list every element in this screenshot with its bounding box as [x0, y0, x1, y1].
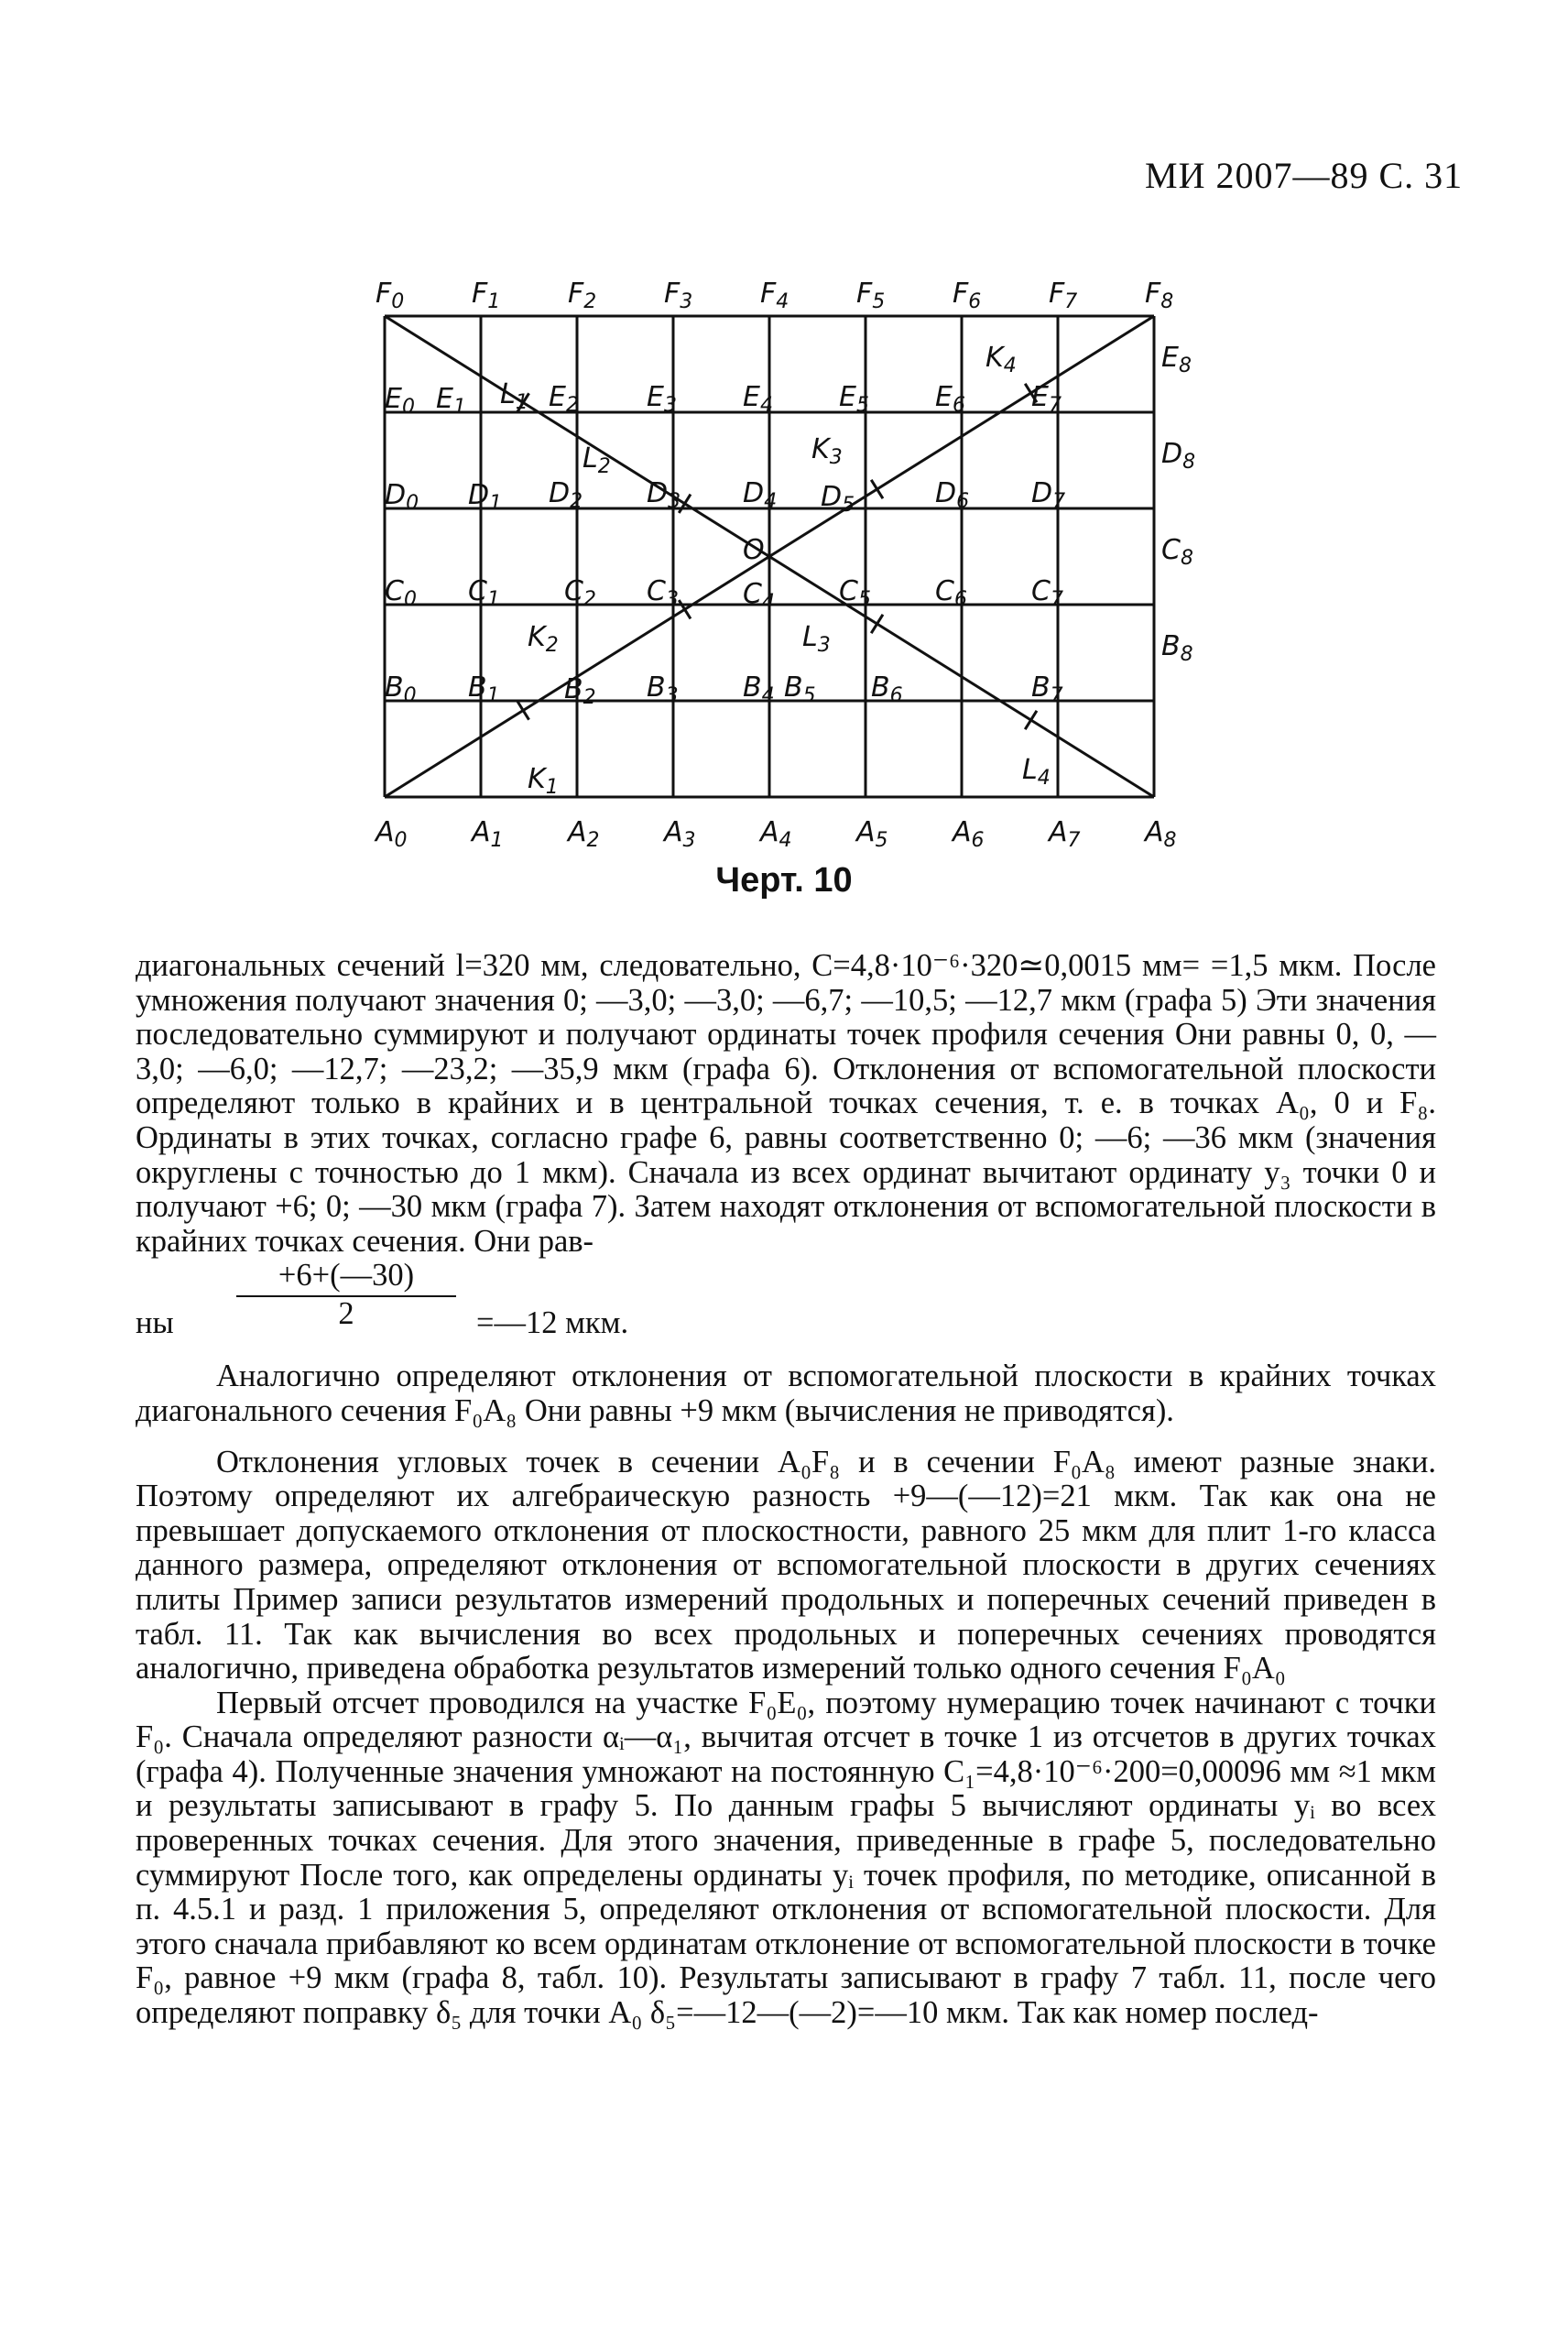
bottom-label-A4: $A_4$	[760, 816, 792, 852]
cell-label-D2: $D_2$	[549, 477, 583, 513]
cell-label-C0: $C_0$	[385, 575, 417, 611]
cell-label-D7: $D_7$	[1031, 477, 1066, 513]
cell-label-O: O	[743, 534, 765, 566]
right-label-E8: $E_8$	[1161, 342, 1192, 377]
top-label-F7: $F_7$	[1049, 278, 1078, 313]
cell-label-B3: $B_3$	[647, 671, 679, 707]
cell-label-L2: $L_2$	[583, 442, 611, 478]
cell-label-K2: $K_2$	[528, 621, 559, 657]
tick-K2	[679, 600, 691, 618]
top-label-F1: $F_1$	[472, 278, 501, 313]
tick-L2	[679, 495, 691, 513]
paragraph-4: Первый отсчет проводился на участке F₀E₀, поэтому нумерацию точек начинают с точки F₀. Сначала определяют разности αᵢ—α₁, вычитая отсчет в точке 1 из отсчетов в других точках (графа 4). Полученные значения умножают на постоянную C₁=4,8·10⁻⁶·200=0,00096 мм ≈1 мкм и результаты записывают в графу 5. По данным графы 5 вычисляют ординаты yᵢ во всех проверенных точках сечения. Для этого значения, приведенные в графе 5, последовательно суммируют После того, как определены ординаты yᵢ точек профиля, по методике, описанной в п. 4.5.1 и разд. 1 приложения 5, определяют отклонения от вспомогательной плоскости. Для этого сначала прибавляют ко всем ординатам отклонение от вспомогательной плоскости в точке F₀, равное +9 мкм (графа 8, табл. 10). Результаты записывают в графу 7 табл. 11, после чего определяют поправку δ₅ для точки A₀ δ₅=—12—(—2)=—10 мкм. Так как номер послед-	[136, 1685, 1436, 2031]
right-label-C8: $C_8$	[1161, 534, 1193, 570]
cell-label-L1: $L_1$	[500, 378, 528, 414]
cell-label-K1: $K_1$	[528, 763, 559, 799]
formula-numerator: +6+(—30)	[236, 1259, 456, 1297]
tick-K1	[517, 701, 529, 719]
cell-label-E5: $E_5$	[839, 381, 869, 417]
cell-label-C6: $C_6$	[935, 575, 967, 611]
cell-label-B4: $B_4$	[743, 671, 775, 707]
body-text	[136, 949, 1436, 2031]
cell-label-E3: $E_3$	[647, 381, 677, 417]
paragraph-3: Отклонения угловых точек в сечении A₀F₈ и в сечении F₀A₈ имеют разные знаки. Поэтому определяют их алгебраическую разность +9—(—12)=21 мкм. Так как она не превышает допускаемого отклонения от плоскостности, равного 25 мкм для плит 1-го класса данного размера, определяют отклонения от вспомогательной плоскости в других сечениях плиты Пример записи результатов измерений продольных и поперечных сечений приведен в табл. 11. Так как вычисления во всех продольных и поперечных сечениях проводятся аналогично, приведена обработка результатов измерений только одного сечения F₀A₀	[136, 1444, 1436, 1686]
tick-L4	[1025, 711, 1037, 729]
right-label-D8: $D_8$	[1161, 438, 1196, 474]
tick-L3	[871, 615, 883, 633]
figure-caption: Черт. 10	[715, 861, 853, 900]
top-label-F5: $F_5$	[856, 278, 886, 313]
top-label-F3: $F_3$	[664, 278, 693, 313]
cell-label-C4: $C_4$	[743, 578, 775, 614]
cell-label-B2: $B_2$	[564, 673, 596, 709]
cell-label-B1: $B_1$	[468, 671, 500, 707]
running-header: МИ 2007—89 С. 31	[1145, 155, 1464, 196]
cell-label-D3: $D_3$	[647, 477, 681, 513]
cell-label-E6: $E_6$	[935, 381, 965, 417]
cell-label-E4: $E_4$	[743, 381, 773, 417]
top-label-F4: $F_4$	[760, 278, 789, 313]
bottom-label-A6: $A_6$	[953, 816, 985, 852]
bottom-label-A3: $A_3$	[664, 816, 696, 852]
cell-label-D6: $D_6$	[935, 477, 970, 513]
cell-label-K4: $K_4$	[985, 342, 1017, 377]
cell-label-E7: $E_7$	[1031, 381, 1062, 417]
right-label-B8: $B_8$	[1161, 630, 1193, 666]
cell-label-D0: $D_0$	[385, 479, 419, 515]
paragraph-2: Аналогично определяют отклонения от вспомогательной плоскости в крайних точках диагонального сечения F₀A₈ Они равны +9 мкм (вычисления не приводятся).	[136, 1359, 1436, 1428]
top-label-F8: $F_8$	[1145, 278, 1174, 313]
cell-label-E2: $E_2$	[549, 381, 579, 417]
cell-label-D1: $D_1$	[468, 479, 503, 515]
bottom-label-A0: $A_0$	[376, 816, 408, 852]
formula-fraction	[236, 1259, 456, 1331]
cell-label-C2: $C_2$	[564, 575, 596, 611]
bottom-label-A2: $A_2$	[568, 816, 600, 852]
top-label-F6: $F_6$	[953, 278, 982, 313]
cell-label-L3: $L_3$	[802, 621, 831, 657]
formula-result: =—12 мкм.	[476, 1305, 629, 1341]
plate-measurement-grid-figure	[348, 266, 1273, 852]
bottom-label-A8: $A_8$	[1145, 816, 1177, 852]
cell-label-B7: $B_7$	[1031, 671, 1063, 707]
cell-label-D4: $D_4$	[743, 477, 778, 513]
cell-label-L4: $L_4$	[1022, 754, 1051, 790]
bottom-label-A5: $A_5$	[856, 816, 888, 852]
top-label-F2: $F_2$	[568, 278, 597, 313]
tick-K3	[871, 480, 883, 498]
top-label-F0: $F_0$	[376, 278, 405, 313]
cell-label-C5: $C_5$	[839, 575, 871, 611]
cell-label-B0: $B_0$	[385, 671, 417, 707]
cell-label-E1: $E_1$	[436, 383, 466, 419]
formula-prefix: ны	[136, 1305, 174, 1341]
formula-denominator: 2	[338, 1295, 354, 1331]
cell-label-C3: $C_3$	[647, 575, 679, 611]
cell-label-D5: $D_5$	[821, 481, 855, 517]
cell-label-K3: $K_3$	[811, 433, 843, 469]
bottom-label-A7: $A_7$	[1049, 816, 1081, 852]
cell-label-B5: $B_5$	[784, 671, 816, 707]
cell-label-B6: $B_6$	[871, 671, 903, 707]
cell-label-C1: $C_1$	[468, 575, 500, 611]
bottom-label-A1: $A_1$	[472, 816, 504, 852]
paragraph-1: диагональных сечений l=320 мм, следовательно, C=4,8·10⁻⁶·320≃0,0015 мм= =1,5 мкм. После умножения получают значения 0; —3,0; —3,0; —6,7; —10,5; —12,7 мкм (графа 5) Эти значения последовательно суммируют и получают ординаты точек профиля сечения Они равны 0, 0, —3,0; —6,0; —12,7; —23,2; —35,9 мкм (графа 6). Отклонения от вспомогательной плоскости определяют только в крайних и в центральной точках сечения, т. е. в точках A₀, 0 и F₈. Ординаты в этих точках, согласно графе 6, равны соответственно 0; —6; —36 мкм (значения округлены с точностью до 1 мкм). Сначала из всех ординат вычитают ординату y₃ точки 0 и получают +6; 0; —30 мкм (графа 7). Затем находят отклонения от вспомогательной плоскости в крайних точках сечения. Они рав-	[136, 948, 1436, 1259]
cell-label-E0: $E_0$	[385, 383, 415, 419]
diagonal-ticks	[517, 384, 1037, 729]
cell-label-C7: $C_7$	[1031, 575, 1063, 611]
deviation-formula	[136, 1259, 1436, 1343]
